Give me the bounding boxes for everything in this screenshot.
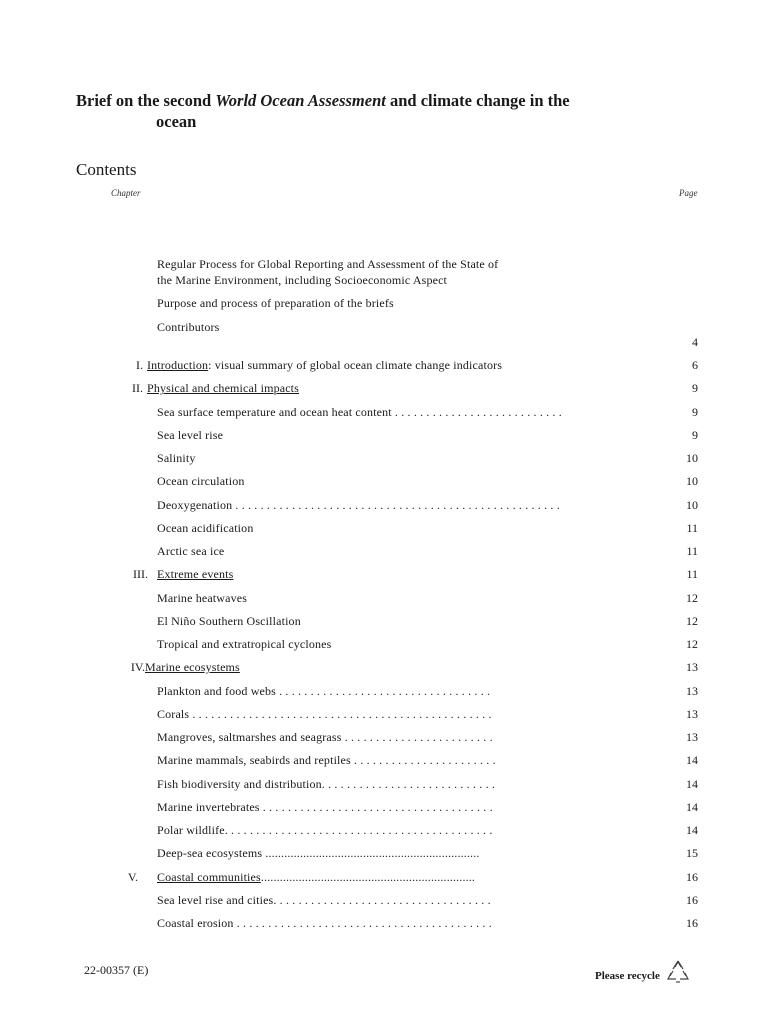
toc-page-number: 9: [692, 381, 698, 396]
toc-section-row: [0, 591, 770, 607]
toc-page-number: 14: [686, 776, 698, 791]
toc-entry-text: Polar wildlife. . . . . . . . . . . . . . . . . . . . . . . . . . . . . . . . . . . . . . . . . . .: [157, 823, 493, 837]
toc-entry-text: Ocean circulation: [157, 474, 245, 489]
toc-section-row: [0, 637, 770, 653]
toc-chapter-number: I.: [136, 358, 143, 372]
document-symbol: 22-00357 (E): [84, 963, 149, 977]
title-part2: and climate change in the: [385, 91, 570, 110]
toc-chapter-row: [0, 567, 770, 583]
toc-section-row: [0, 684, 770, 700]
toc-page-number: 13: [686, 706, 698, 721]
toc-section-row: [0, 753, 770, 769]
toc-section-title: [157, 521, 602, 536]
toc-page-number: 13: [686, 660, 698, 675]
toc-section-title: [157, 846, 602, 861]
toc-entry-text: Tropical and extratropical cyclones: [157, 637, 332, 651]
toc-entry-text: Marine heatwaves: [157, 590, 248, 605]
toc-section-title: [157, 544, 602, 559]
toc-chapter-number: V.: [127, 869, 138, 884]
toc-section-row: [0, 498, 770, 514]
title-part1: Brief on the second: [76, 91, 216, 110]
toc-section-title: [157, 916, 602, 931]
toc-page-number: 9: [692, 427, 698, 442]
toc-section-row: [0, 800, 770, 816]
toc-chapter-title: [157, 870, 597, 885]
toc-page-number: 14: [686, 799, 698, 814]
toc-chapter-row: [0, 660, 770, 676]
toc-section-title: [157, 451, 602, 466]
toc-entry-text: Deep-sea ecosystems ....................................................................: [157, 846, 480, 861]
toc-entry-text: Coastal communities: [157, 869, 261, 884]
toc-page-number: 11: [686, 520, 698, 535]
toc-chapter-number: III.: [133, 567, 148, 582]
toc-entry-text: Marine ecosystems: [145, 660, 240, 675]
preamble-page: 4: [692, 335, 698, 349]
toc-section-row: [0, 846, 770, 862]
toc-entry-text: Corals . . . . . . . . . . . . . . . . . . . . . . . . . . . . . . . . . . . . . . . . . . . . . . . .: [157, 706, 492, 721]
toc-section-row: [0, 730, 770, 746]
toc-section-row: [0, 428, 770, 444]
toc-section-row: [0, 405, 770, 421]
preamble-line-4: Contributors: [157, 320, 220, 334]
toc-entry-text: Coastal erosion . . . . . . . . . . . . . . . . . . . . . . . . . . . . . . . . . . . . . . . . .: [157, 916, 492, 930]
toc-chapter-row: [0, 358, 770, 374]
toc-chapter-title: [145, 660, 585, 675]
toc-entry-text: Marine mammals, seabirds and reptiles . . . . . . . . . . . . . . . . . . . . . . .: [157, 753, 496, 768]
toc-section-row: [0, 916, 770, 932]
toc-entry-rest: ....................................................................: [260, 869, 476, 884]
toc-chapter-title: [147, 358, 587, 373]
toc-entry-text: Fish biodiversity and distribution. . . . . . . . . . . . . . . . . . . . . . . . . . . .: [157, 776, 496, 791]
toc-entry-text: Introduction: [147, 358, 209, 372]
toc-section-title: [157, 591, 602, 606]
toc-section-row: [0, 823, 770, 839]
toc-section-title: [157, 684, 602, 699]
toc-entry-rest: : visual summary of global ocean climate change indicators: [208, 358, 503, 372]
recycle-icon: [666, 958, 690, 986]
toc-section-title: [157, 800, 602, 815]
toc-section-title: [157, 707, 602, 722]
toc-chapter-row: [0, 870, 770, 886]
toc-section-title: [157, 893, 602, 908]
document-title: [76, 90, 656, 132]
toc-entry-text: Deoxygenation . . . . . . . . . . . . . . . . . . . . . . . . . . . . . . . . . . . . . . . . . . . . . . . . . . . .: [157, 497, 560, 512]
toc-section-row: [0, 707, 770, 723]
toc-page-number: 10: [686, 474, 698, 489]
toc-page-number: 12: [686, 613, 698, 628]
chapter-column-header: Chapter: [111, 188, 141, 198]
toc-page-number: 16: [686, 916, 698, 930]
toc-section-title: [157, 823, 602, 838]
toc-entry-text: Sea level rise: [157, 427, 224, 442]
toc-page-number: 15: [686, 846, 698, 861]
toc-entry-text: Sea level rise and cities. . . . . . . . . . . . . . . . . . . . . . . . . . . . . . . . . . .: [157, 892, 491, 907]
toc-chapter-number: II.: [132, 381, 143, 396]
toc-page-number: 16: [686, 892, 698, 907]
toc-page-number: 13: [686, 683, 698, 698]
recycle-text: Please recycle: [595, 970, 660, 982]
preamble-line-3: Purpose and process of preparation of the briefs: [157, 296, 394, 310]
toc-entry-text: Marine invertebrates . . . . . . . . . . . . . . . . . . . . . . . . . . . . . . . . . . . . .: [157, 799, 493, 814]
toc-page-number: 11: [686, 544, 698, 558]
toc-page-number: 10: [686, 497, 698, 512]
toc-page-number: 12: [686, 590, 698, 605]
toc-section-title: [157, 474, 602, 489]
toc-section-row: [0, 544, 770, 560]
toc-entry-text: Mangroves, saltmarshes and seagrass . . . . . . . . . . . . . . . . . . . . . . . .: [157, 730, 493, 744]
toc-chapter-title: [147, 381, 587, 396]
toc-section-row: [0, 451, 770, 467]
toc-entry-text: Plankton and food webs . . . . . . . . . . . . . . . . . . . . . . . . . . . . . . . . . .: [157, 683, 491, 698]
toc-section-title: [157, 637, 602, 652]
toc-entry-text: El Niño Southern Oscillation: [157, 613, 301, 628]
title-line2: ocean: [156, 112, 197, 131]
toc-entry-text: Arctic sea ice: [157, 544, 225, 558]
toc-chapter-title: [157, 567, 597, 582]
toc-page-number: 10: [686, 451, 698, 465]
toc-entry-text: Extreme events: [157, 567, 234, 582]
toc-entry-text: Physical and chemical impacts: [147, 381, 299, 396]
toc-page-number: 13: [686, 730, 698, 744]
toc-chapter-row: [0, 381, 770, 397]
toc-page-number: 14: [686, 823, 698, 837]
toc-page-number: 16: [686, 869, 698, 884]
toc-entry-text: Sea surface temperature and ocean heat content . . . . . . . . . . . . . . . . . . . . . . . . . . .: [157, 404, 562, 419]
contents-heading: Contents: [76, 160, 137, 179]
preamble-line-2: the Marine Environment, including Socioeconomic Aspect: [157, 273, 448, 287]
toc-section-title: [157, 730, 602, 745]
title-italic: World Ocean Assessment: [215, 91, 386, 110]
toc-section-title: [157, 614, 602, 629]
toc-section-title: [157, 405, 602, 420]
toc-page-number: 6: [692, 358, 698, 372]
toc-page-number: 11: [686, 567, 698, 582]
toc-section-row: [0, 614, 770, 630]
toc-section-title: [157, 498, 602, 513]
toc-page-number: 14: [686, 753, 698, 768]
toc-page-number: 12: [686, 637, 698, 651]
page-column-header: Page: [679, 188, 698, 198]
toc-section-row: [0, 521, 770, 537]
preamble-line-1: Regular Process for Global Reporting and Assessment of the State of: [157, 257, 499, 271]
toc-page-number: 9: [692, 404, 698, 419]
toc-chapter-number: IV.: [130, 660, 145, 675]
toc-section-title: [157, 753, 602, 768]
toc-section-row: [0, 777, 770, 793]
toc-section-title: [157, 777, 602, 792]
toc-section-title: [157, 428, 602, 443]
toc-section-row: [0, 474, 770, 490]
toc-entry-text: Ocean acidification: [157, 520, 254, 535]
toc-section-row: [0, 893, 770, 909]
toc-entry-text: Salinity: [157, 451, 196, 465]
